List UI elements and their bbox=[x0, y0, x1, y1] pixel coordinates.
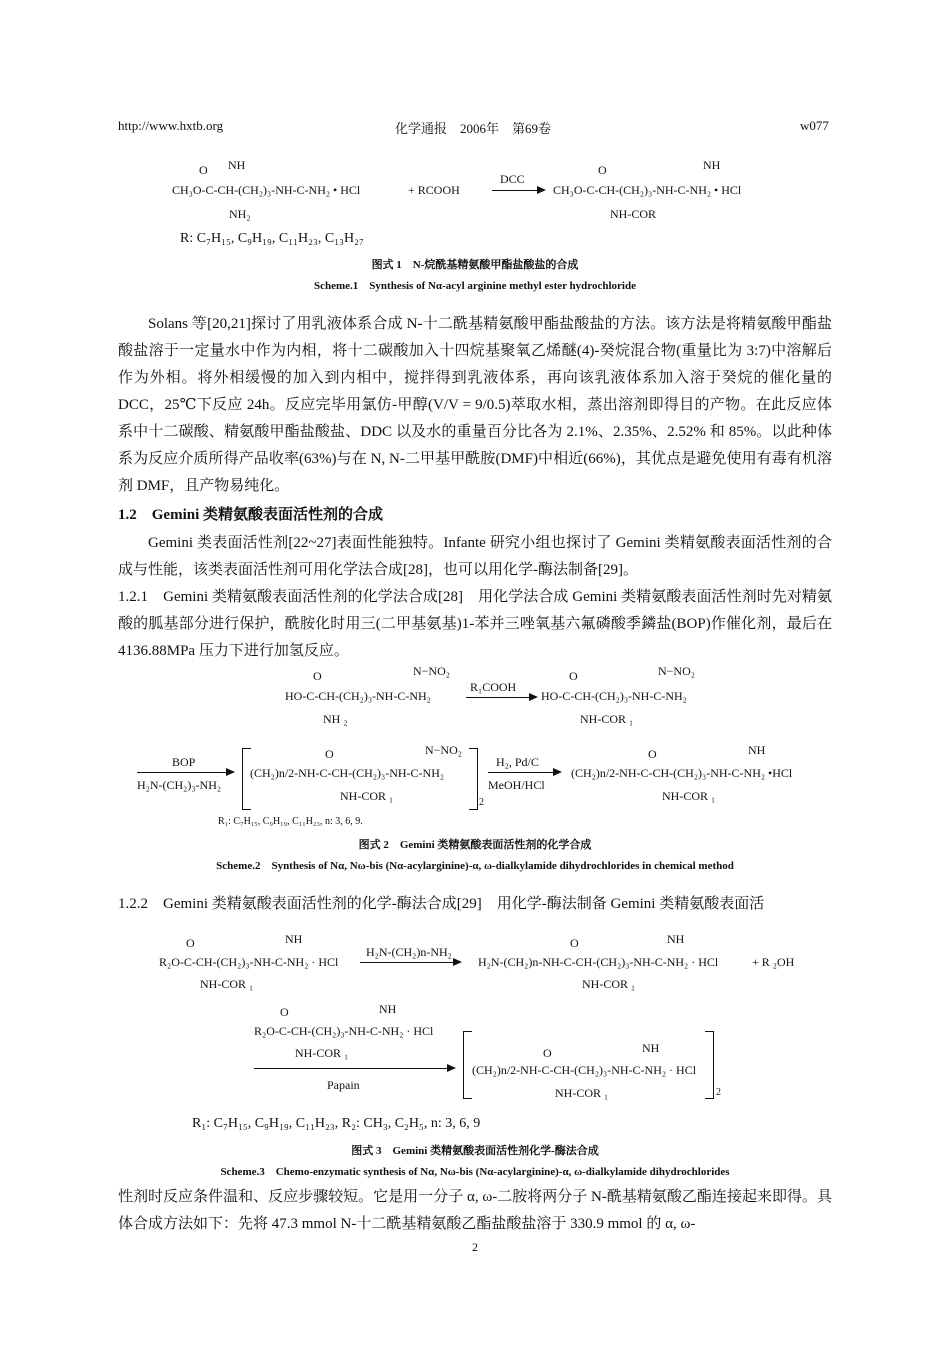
s2-r1: HO-C-CH-(CH₂)₃-NH-C-NH₂ bbox=[285, 689, 431, 703]
para-2: Gemini 类表面活性剂[22~27]表面性能独特。Infante 研究小组也探讨了 Gemini 类精氨酸表面活性剂的合成与性能，该类表面活性剂可用化学法合成[28]，也可以用化学-酶法制备[29]。 bbox=[118, 535, 832, 578]
header-journal: 化学通报 2006年 第69卷 bbox=[395, 121, 552, 136]
s2-arrow-1 bbox=[466, 697, 536, 698]
para-1: Solans 等[20,21]探讨了用乳液体系合成 N-十二酰基精氨酸甲酯盐酸盐的方法。该方法是将精氨酸甲酯盐酸盐溶于一定量水中作为内相，将十二碳酸加入十四烷基聚氧乙烯醚(4)-癸烷混合物(重量比为 3:7)中溶解后作为外相。将外相缓慢的加入到内相中，搅拌得到乳液体系，再向该乳液体系加入溶于癸烷的催化量的 DCC，25℃下反应 24h。反应完毕用氯仿-甲醇(V/V = 9/0.5)萃取水相，蒸出溶剂即得目的产物。在此反应体系中十二碳酸、精氨酸甲酯盐酸盐、DDC 以及水的重量百分比各为 2.1%、2.35%、2.52% 和 85%。以此种体系为反应介质所得产品收率(63%)与在 N, N-二甲基甲酰胺(DMF)中相近(66%)，其优点是避免使用有毒有机溶剂 DMF，且产物易纯化。 bbox=[118, 316, 832, 494]
s3-final: (CH₂)n/2-NH-C-CH-(CH₂)₃-NH-C-NH₂ · HCl bbox=[472, 1063, 697, 1077]
s3-caption-cn: 图式 3 Gemini 类精氨酸表面活性剂化学-酶法合成 bbox=[351, 1145, 599, 1157]
s2-p1: HO-C-CH-(CH₂)₃-NH-C-NH₂ bbox=[541, 689, 687, 703]
s2-final-nh: NH bbox=[748, 743, 766, 757]
s3-a1: H₂N-(CH₂)n-NH₂ bbox=[366, 945, 452, 959]
s2-rdef: R₁: C₇H₁₅, C₉H₁₉, C₁₁H₂₃, n: 3, 6, 9. bbox=[218, 816, 363, 827]
s2-mid: (CH₂)n/2-NH-C-CH-(CH₂)₃-NH-C-NH₂ bbox=[250, 766, 445, 780]
s3-p-nh: NH bbox=[667, 932, 685, 946]
s2-o-2: O bbox=[569, 669, 578, 683]
s3-bracket-left bbox=[463, 1031, 472, 1099]
s1-reactant: CH₃O-C-CH-(CH₂)₃-NH-C-NH₂ • HCl bbox=[172, 183, 361, 197]
s3-r2-sub: NH-COR ₁ bbox=[295, 1046, 349, 1060]
s3-mult: 2 bbox=[716, 1087, 721, 1098]
s2-r1-sub: NH ₂ bbox=[323, 712, 348, 726]
s2-p1-sub: NH-COR ₁ bbox=[580, 712, 634, 726]
s3-o: O bbox=[186, 936, 195, 950]
s2-bop: BOP bbox=[172, 755, 196, 769]
s2-h2: H₂, Pd/C bbox=[496, 755, 539, 769]
s3-p-sub: NH-COR ₁ bbox=[582, 977, 636, 991]
s3-r-sub: NH-COR ₁ bbox=[200, 977, 254, 991]
s1-o2: O bbox=[598, 163, 607, 177]
section-1-2-heading: 1.2 Gemini 类精氨酸表面活性剂的合成 bbox=[118, 507, 383, 523]
s1-caption-en: Scheme.1 Synthesis of Nα-acyl arginine methyl ester hydrochloride bbox=[314, 280, 636, 292]
s3-final-o: O bbox=[543, 1046, 552, 1060]
s2-no2-2: N−NO₂ bbox=[658, 664, 695, 678]
s3-bracket-right bbox=[705, 1031, 714, 1099]
s1-rdef: R: C₇H₁₅, C₉H₁₉, C₁₁H₂₃, C₁₃H₂₇ bbox=[180, 231, 364, 246]
s2-final: (CH₂)n/2-NH-C-CH-(CH₂)₃-NH-C-NH₂ •HCl bbox=[571, 766, 793, 780]
s3-papain: Papain bbox=[327, 1078, 360, 1092]
s1-arrow-label: DCC bbox=[500, 172, 525, 186]
s3-arrow-2 bbox=[254, 1068, 454, 1069]
s3-final-sub: NH-COR ₁ bbox=[555, 1086, 609, 1100]
s3-arrow-1 bbox=[360, 962, 460, 963]
s1-nh2: NH₂ bbox=[229, 207, 251, 221]
s2-final-sub: NH-COR ₁ bbox=[662, 789, 716, 803]
s3-r2-o: O bbox=[280, 1005, 289, 1019]
s1-nh: NH bbox=[228, 158, 246, 172]
s2-mult: 2 bbox=[479, 797, 484, 808]
s2-caption-cn: 图式 2 Gemini 类精氨酸表面活性剂的化学合成 bbox=[358, 839, 592, 851]
s3-r2: R₂O-C-CH-(CH₂)₃-NH-C-NH₂ · HCl bbox=[254, 1024, 434, 1038]
s1-product-sub: NH-COR bbox=[610, 207, 657, 221]
s1-caption-cn: 图式 1 N-烷酰基精氨酸甲酯盐酸盐的合成 bbox=[371, 259, 579, 271]
s2-mid-no2: N−NO₂ bbox=[425, 743, 462, 757]
s2-final-o: O bbox=[648, 747, 657, 761]
s1-product: CH₃O-C-CH-(CH₂)₃-NH-C-NH₂ • HCl bbox=[553, 183, 742, 197]
s3-rdef: R₁: C₇H₁₅, C₉H₁₉, C₁₁H₂₃, R₂: CH₃, C₂H₅, n: 3, 6, 9 bbox=[192, 1116, 481, 1131]
s2-a1: R₁COOH bbox=[470, 680, 517, 694]
page-number: 2 bbox=[472, 1240, 478, 1254]
s2-bracket-right bbox=[469, 748, 478, 810]
s3-final-nh: NH bbox=[642, 1041, 660, 1055]
s1-o: O bbox=[199, 163, 208, 177]
s2-o: O bbox=[313, 669, 322, 683]
s3-r: R₂O-C-CH-(CH₂)₃-NH-C-NH₂ · HCl bbox=[159, 955, 339, 969]
s3-byprod: + R ₂OH bbox=[752, 955, 795, 969]
s2-amine: H₂N-(CH₂)₃-NH₂ bbox=[137, 778, 222, 792]
s3-r2-nh: NH bbox=[379, 1002, 397, 1016]
s3-p: H₂N-(CH₂)n-NH-C-CH-(CH₂)₃-NH-C-NH₂ · HCl bbox=[478, 955, 719, 969]
para-4: 1.2.2 Gemini 类精氨酸表面活性剂的化学-酶法合成[29] 用化学-酶法制备 Gemini 类精氨酸表面活 bbox=[118, 896, 765, 912]
s2-arrow-3 bbox=[488, 772, 560, 773]
s3-caption-en: Scheme.3 Chemo-enzymatic synthesis of Nα, Nω-bis (Nα-acylarginine)-α, ω-dialkylamide dihydrochlorides bbox=[220, 1166, 730, 1178]
s2-mid-sub: NH-COR ₁ bbox=[340, 789, 394, 803]
s3-p-o: O bbox=[570, 936, 579, 950]
s2-arrow-2 bbox=[137, 772, 233, 773]
s2-no2: N−NO₂ bbox=[413, 664, 450, 678]
para-3: 1.2.1 Gemini 类精氨酸表面活性剂的化学法合成[28] 用化学法合成 Gemini 类精氨酸表面活性剂时先对精氨酸的胍基部分进行保护，酰胺化时用三(二甲基氨基)1-苯并三唑氧基六氟磷酸季鏻盐(BOP)作催化剂，最后在 4136.88MPa 压力下进行加氢反应。 bbox=[118, 589, 832, 659]
s2-meoh: MeOH/HCl bbox=[488, 778, 545, 792]
header-code: w077 bbox=[800, 118, 829, 133]
s1-reagent: + RCOOH bbox=[408, 183, 460, 197]
s2-mid-o: O bbox=[325, 747, 334, 761]
header-url: http://www.hxtb.org bbox=[118, 118, 224, 133]
s1-nh-2: NH bbox=[703, 158, 721, 172]
s2-caption-en: Scheme.2 Synthesis of Nα, Nω-bis (Nα-acylarginine)-α, ω-dialkylamide dihydrochlorides in chemical method bbox=[216, 860, 734, 872]
para-5: 性剂时反应条件温和、反应步骤较短。它是用一分子 α, ω-二胺将两分子 N-酰基精氨酸乙酯连接起来即得。具体合成方法如下：先将 47.3 mmol N-十二酰基精氨酸乙酯盐酸盐溶于 330.9 mmol 的 α, ω- bbox=[118, 1189, 832, 1232]
s1-arrow bbox=[492, 190, 544, 191]
s3-nh: NH bbox=[285, 932, 303, 946]
